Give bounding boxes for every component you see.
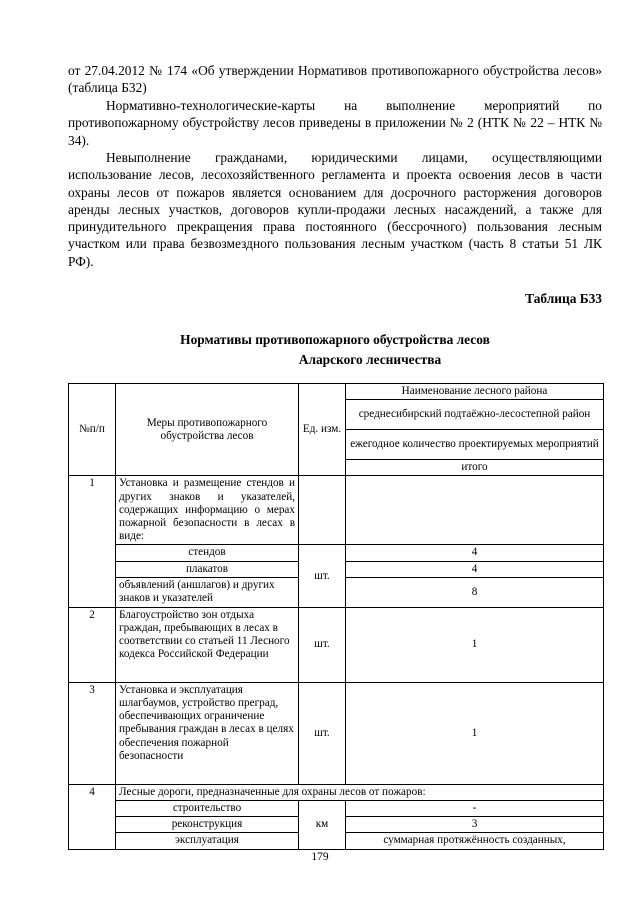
- row1-item-value: 4: [346, 545, 604, 561]
- row4-unit: км: [299, 801, 346, 850]
- header-measures: Меры противопожарного обустройства лесов: [116, 384, 299, 476]
- row1-item-value: 4: [346, 561, 604, 577]
- header-region-name: Наименование лесного района: [346, 384, 604, 400]
- row4-item-label: строительство: [116, 801, 299, 817]
- row2-num: 2: [69, 607, 116, 682]
- row1-unit-blank: [299, 476, 346, 545]
- row4-item-label: эксплуатация: [116, 833, 299, 849]
- row1-item-label: плакатов: [116, 561, 299, 577]
- paragraph-2: Нормативно-технологические-карты на выполнение мероприятий по противопожарному обустройству лесов приведены в приложении № 2 (НТК № 22 – НТК № 34).: [68, 98, 602, 148]
- row4-num: 4: [69, 784, 116, 849]
- header-num: №п/п: [69, 384, 116, 476]
- row1-item-label: объявлений (аншлагов) и других знаков и указателей: [116, 577, 299, 607]
- row2-text: Благоустройство зон отдыха граждан, пребывающих в лесах в соответствии со статьей 11 Лесного кодекса Российской Федерации: [116, 607, 299, 682]
- row3-text: Установка и эксплуатация шлагбаумов, устройство преград, обеспечивающих ограничение пребывания граждан в лесах в целях обеспечения пожарной безопасности: [116, 682, 299, 784]
- row3-value: 1: [346, 682, 604, 784]
- row1-item-value: 8: [346, 577, 604, 607]
- row2-unit: шт.: [299, 607, 346, 682]
- page-number: 179: [311, 851, 329, 863]
- row3-num: 3: [69, 682, 116, 784]
- paragraph-3: Невыполнение гражданами, юридическими лицами, осуществляющими использование лесов, лесохозяйственного регламента и проекта освоения лесов в части охраны лесов от пожаров является основанием для досрочного расторжения договоров аренды лесных участков, договоров купли-продажи лесных насаждений, а также для принудительного прекращения права постоянного (бессрочного) пользования лесным участком или права безвозмездного пользования лесным участком (часть 8 статьи 51 ЛК РФ).: [68, 150, 602, 269]
- table-title-line2: Аларского лесничества: [298, 352, 442, 367]
- row3-unit: шт.: [299, 682, 346, 784]
- row1-value-blank: [346, 476, 604, 545]
- paragraph-1: от 27.04.2012 № 174 «Об утверждении Нормативов противопожарного обустройства лесов» (таблица Б32): [68, 63, 602, 96]
- row2-value: 1: [346, 607, 604, 682]
- row4-item-value: -: [346, 801, 604, 817]
- table-label: Таблица Б33: [525, 291, 602, 306]
- row4-item-value: суммарная протяжённость созданных,: [346, 833, 604, 849]
- table-title-line1: Нормативы противопожарного обустройства лесов: [180, 332, 490, 347]
- norms-table: [68, 383, 604, 850]
- header-region: среднесибирский подтаёжно-лесостепной район: [346, 400, 604, 430]
- row1-item-label: стендов: [116, 545, 299, 561]
- row1-unit: шт.: [299, 545, 346, 607]
- header-annual: ежегодное количество проектируемых мероприятий: [346, 430, 604, 460]
- row4-item-label: реконструкция: [116, 817, 299, 833]
- row4-text: Лесные дороги, предназначенные для охраны лесов от пожаров:: [116, 784, 604, 800]
- row1-text: Установка и размещение стендов и других знаков и указателей, содержащих информацию о мерах пожарной безопасности в лесах в виде:: [116, 476, 299, 545]
- header-unit: Ед. изм.: [299, 384, 346, 476]
- header-total: итого: [346, 460, 604, 476]
- row4-item-value: 3: [346, 817, 604, 833]
- row1-num: 1: [69, 476, 116, 607]
- table-title: [68, 330, 602, 370]
